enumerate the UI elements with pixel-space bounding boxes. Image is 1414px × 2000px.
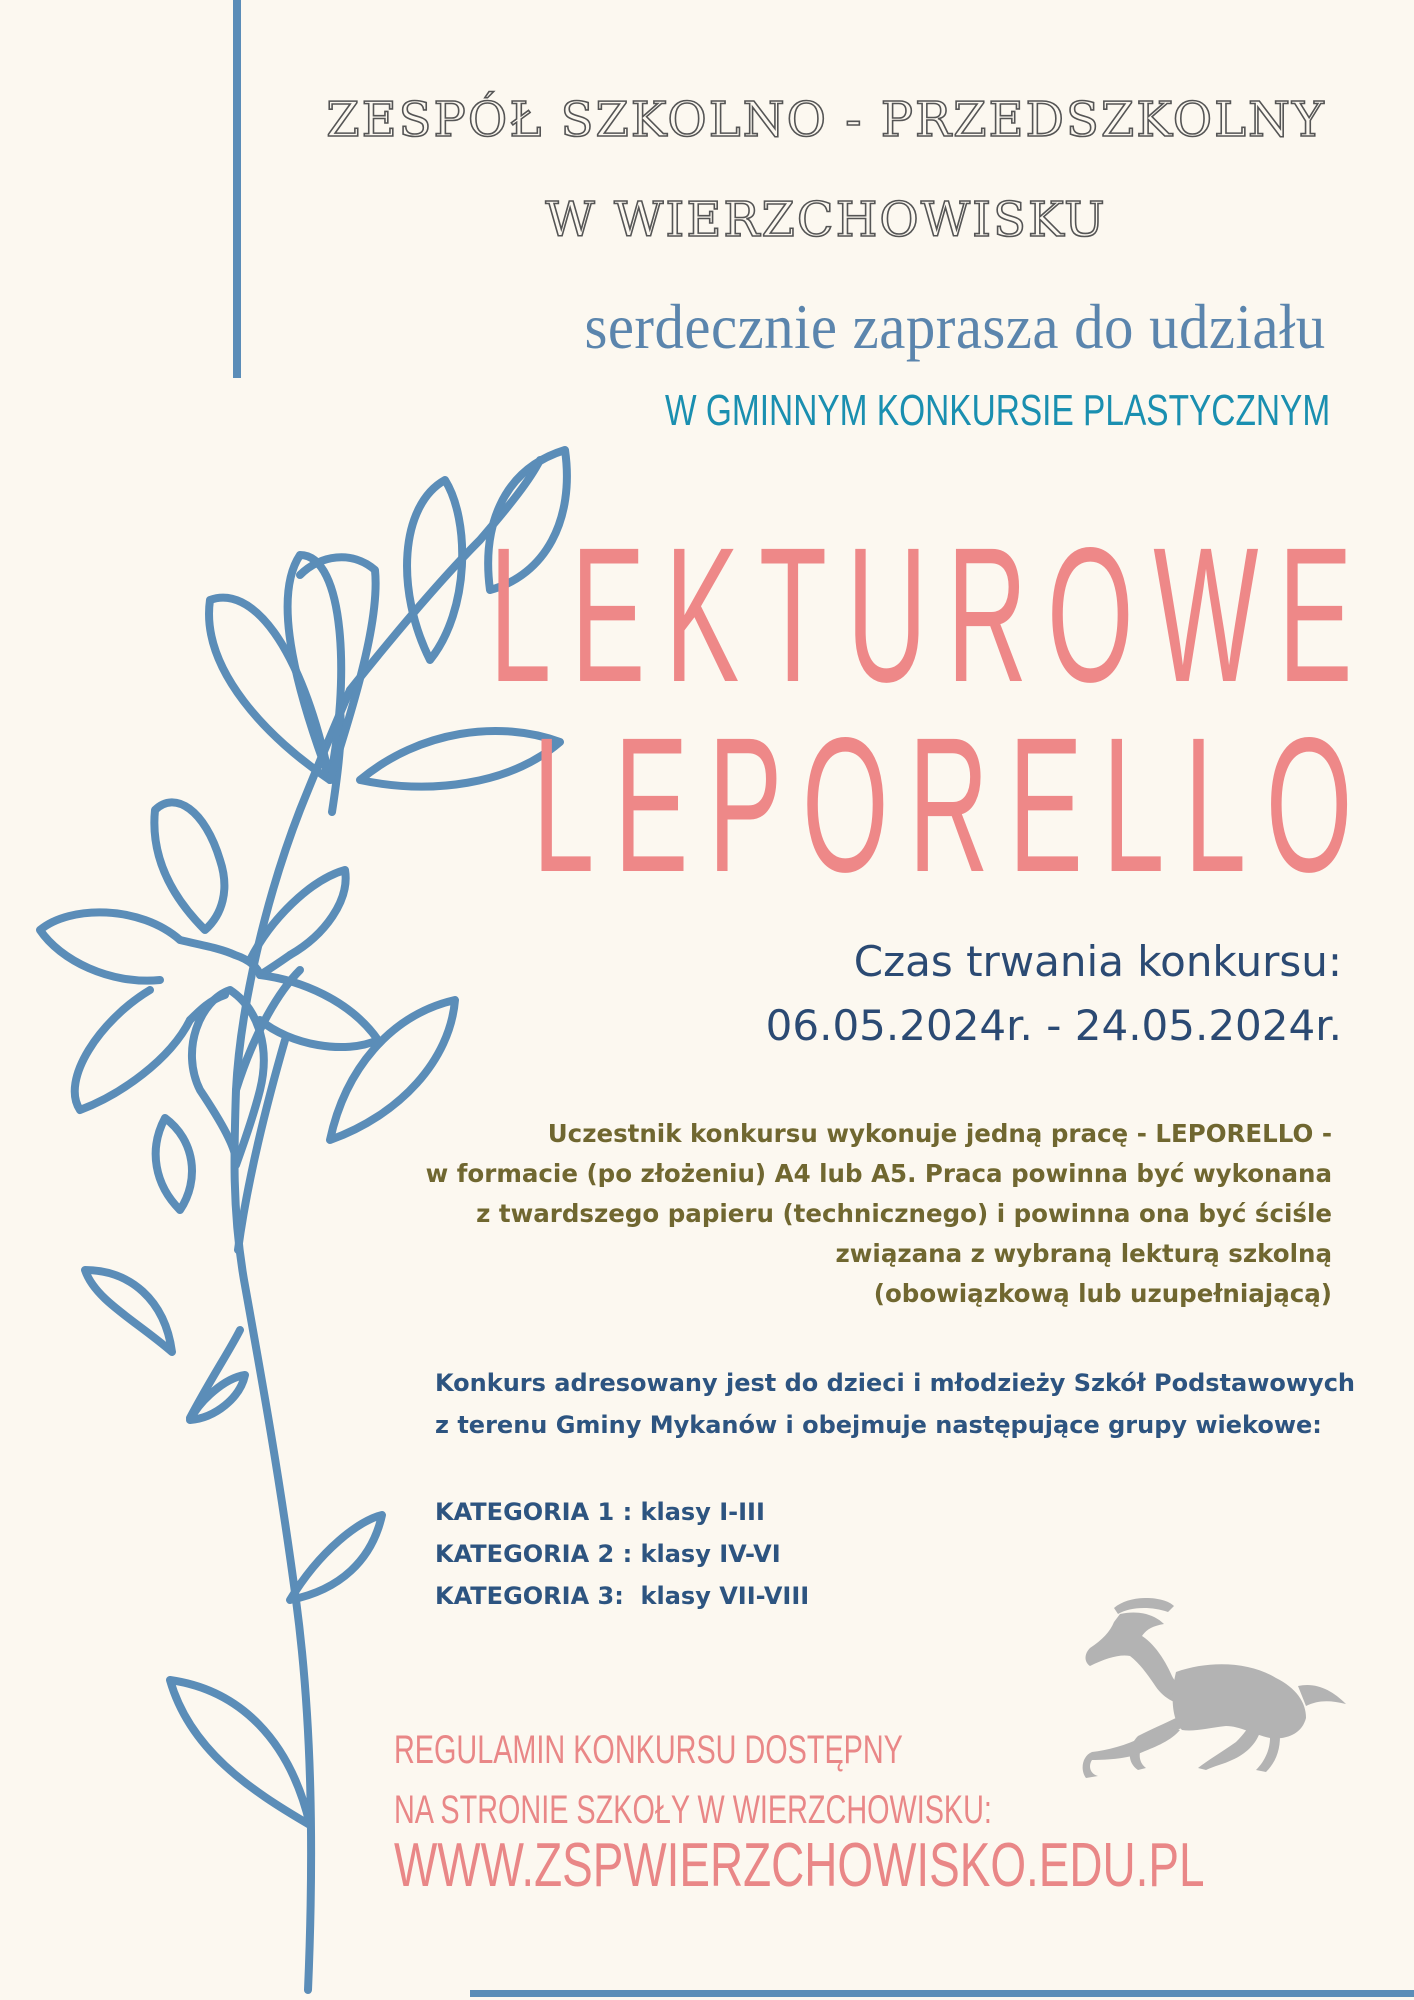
category-item: KATEGORIA 3: klasy VII-VIII <box>435 1582 810 1610</box>
regulations-note <box>394 1720 1224 1840</box>
regulations-line1: REGULAMIN KONKURSU DOSTĘPNY <box>394 1728 903 1772</box>
school-name-line1: ZESPÓŁ SZKOLNO - PRZEDSZKOLNY <box>326 92 1326 148</box>
duration-label: Czas trwania konkursu: <box>853 937 1342 986</box>
school-name-line2: W WIERZCHOWISKU <box>545 192 1107 248</box>
contest-title <box>0 507 1372 912</box>
contest-duration <box>766 930 1342 1058</box>
rules-line: związana z wybraną lekturą szkolną <box>835 1239 1332 1268</box>
category-list <box>435 1491 809 1617</box>
rules-paragraph <box>332 1114 1332 1314</box>
rules-line: Uczestnik konkursu wykonuje jedną pracę - LEPORELLO - <box>547 1119 1332 1148</box>
contest-title-line2: LEPORELLO <box>532 697 1372 912</box>
contest-title-line1: LEKTUROWE <box>489 507 1372 722</box>
duration-dates: 06.05.2024r. - 24.05.2024r. <box>765 1001 1342 1050</box>
school-website-link[interactable]: WWW.ZSPWIERZCHOWISKO.EDU.PL <box>394 1831 1205 1900</box>
category-item: KATEGORIA 1 : klasy I-III <box>435 1498 765 1526</box>
rules-line: (obowiązkową lub uzupełniającą) <box>873 1279 1332 1308</box>
regulations-line2: NA STRONIE SZKOŁY W WIERZCHOWISKU: <box>394 1788 992 1832</box>
invitation-text: serdecznie zaprasza do udziału <box>584 291 1326 362</box>
rules-line: w formacie (po złożeniu) A4 lub A5. Praca powinna być wykonana <box>425 1159 1332 1188</box>
audience-line: Konkurs adresowany jest do dzieci i młodzieży Szkół Podstawowych <box>435 1369 1356 1397</box>
rules-line: z twardszego papieru (technicznego) i powinna ona być ściśle <box>476 1199 1332 1228</box>
audience-paragraph <box>435 1362 1355 1446</box>
contest-type: W GMINNYM KONKURSIE PLASTYCZNYM <box>664 386 1330 435</box>
audience-line: z terenu Gminy Mykanów i obejmuje następujące grupy wiekowe: <box>435 1411 1322 1439</box>
category-item: KATEGORIA 2 : klasy IV-VI <box>435 1540 781 1568</box>
school-name <box>326 70 1326 270</box>
